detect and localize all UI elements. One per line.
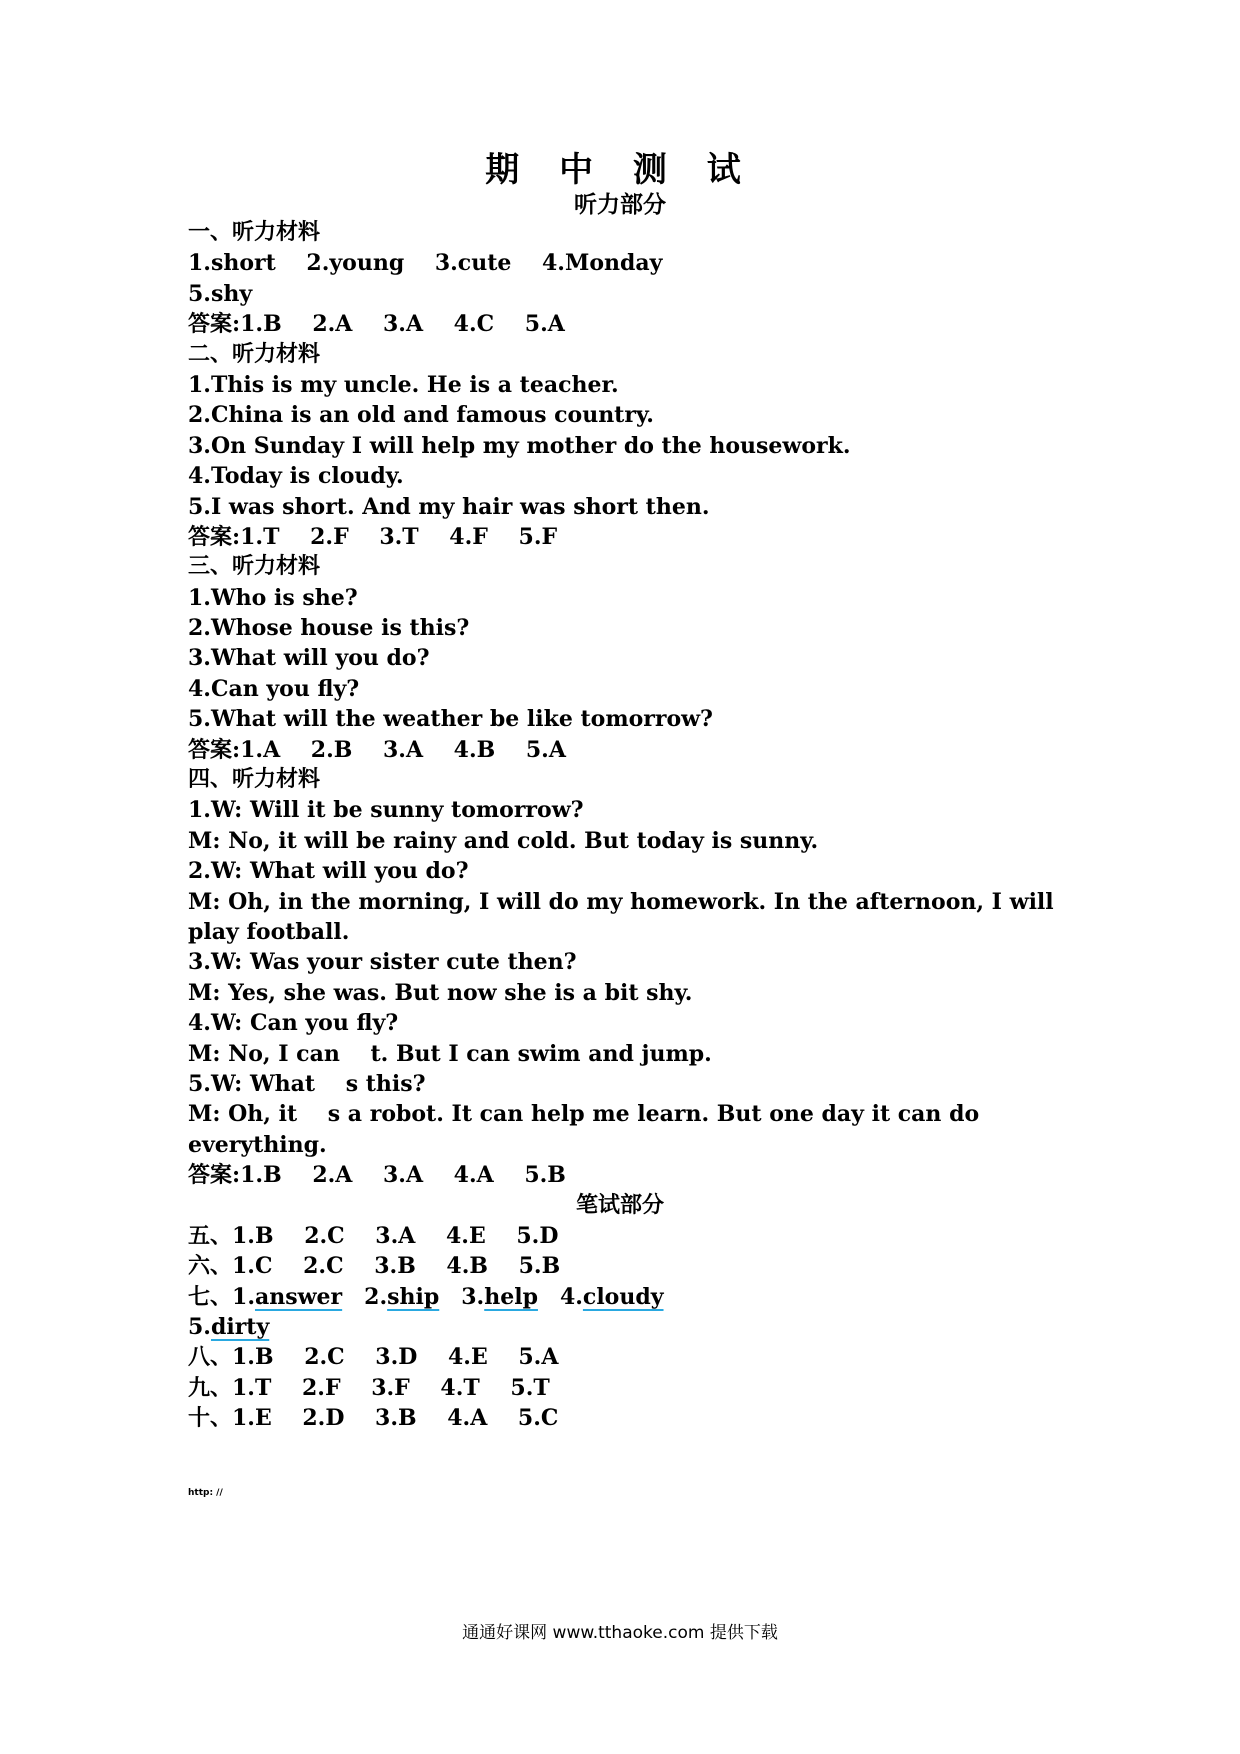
text-line: 4.W: Can you fly? bbox=[188, 1010, 399, 1037]
word-dirty: dirty bbox=[210, 1314, 270, 1341]
text-line: 3.On Sunday I will help my mother do the housework. bbox=[188, 432, 851, 459]
word-answer: answer bbox=[254, 1283, 343, 1310]
answer-nine: 九、1.T 2.F 3.F 4.T 5.T bbox=[188, 1374, 550, 1401]
section-heading: 二、听力材料 bbox=[188, 341, 321, 367]
answer-line: 答案:1.T 2.F 3.T 4.F 5.F bbox=[188, 523, 558, 550]
item-number: 5. bbox=[188, 1314, 211, 1341]
text-line: everything. bbox=[188, 1131, 327, 1158]
answer-content bbox=[188, 218, 1068, 1434]
word-help: help bbox=[484, 1283, 538, 1310]
section-heading: 四、听力材料 bbox=[188, 767, 321, 793]
item-number: 1. bbox=[232, 1283, 255, 1310]
text-line: M: Oh, it s a robot. It can help me learn. But one day it can do bbox=[188, 1101, 980, 1128]
word-cloudy: cloudy bbox=[582, 1283, 664, 1310]
answer-seven bbox=[188, 1282, 1068, 1312]
text-line: 3.W: Was your sister cute then? bbox=[188, 949, 577, 976]
written-heading: 笔试部分 bbox=[575, 1192, 664, 1218]
text-line: M: No, it will be rainy and cold. But today is sunny. bbox=[188, 827, 819, 854]
text-line: 4.Today is cloudy. bbox=[188, 463, 404, 490]
answer-line: 答案:1.B 2.A 3.A 4.C 5.A bbox=[188, 311, 565, 338]
answer-line: 答案:1.A 2.B 3.A 4.B 5.A bbox=[188, 736, 566, 763]
item-number: 2. bbox=[364, 1283, 388, 1310]
answer-line: 答案:1.B 2.A 3.A 4.A 5.B bbox=[188, 1162, 566, 1189]
text-line: 5.What will the weather be like tomorrow? bbox=[188, 706, 713, 733]
answer-eight: 八、1.B 2.C 3.D 4.E 5.A bbox=[188, 1344, 559, 1371]
section-heading: 一、听力材料 bbox=[188, 220, 321, 245]
text-line: 4.Can you fly? bbox=[188, 675, 360, 702]
text-line: M: Oh, in the morning, I will do my homework. In the afternoon, I will bbox=[188, 888, 1054, 915]
item-number: 4. bbox=[559, 1283, 583, 1310]
text-line: 3.What will you do? bbox=[188, 645, 430, 672]
text-line: 5.W: What s this? bbox=[188, 1070, 426, 1097]
page-title: 期 中 测 试 bbox=[485, 150, 755, 190]
text-line: play football. bbox=[188, 918, 350, 945]
seven-prefix: 七、 bbox=[188, 1283, 233, 1310]
text-line: 2.China is an old and famous country. bbox=[188, 402, 654, 429]
text-line: 2.Whose house is this? bbox=[188, 615, 470, 642]
item-number: 3. bbox=[461, 1283, 485, 1310]
word-ship: ship bbox=[387, 1283, 440, 1310]
text-line: 1.Who is she? bbox=[188, 584, 358, 611]
listening-heading: 听力部分 bbox=[574, 192, 666, 218]
text-line: M: Yes, she was. But now she is a bit shy. bbox=[188, 979, 693, 1006]
text-line: 1.short 2.young 3.cute 4.Monday bbox=[188, 250, 663, 277]
answer-ten: 十、1.E 2.D 3.B 4.A 5.C bbox=[188, 1405, 559, 1432]
footer-credit: 通通好课网 www.tthaoke.com 提供下载 bbox=[462, 1623, 778, 1643]
url-note: http: // bbox=[188, 1488, 223, 1498]
answer-five: 五、1.B 2.C 3.A 4.E 5.D bbox=[188, 1222, 559, 1249]
answer-six: 六、1.C 2.C 3.B 4.B 5.B bbox=[188, 1253, 561, 1280]
text-line: 2.W: What will you do? bbox=[188, 858, 469, 885]
text-line: 1.This is my uncle. He is a teacher. bbox=[188, 371, 619, 398]
text-line: M: No, I can t. But I can swim and jump. bbox=[188, 1040, 712, 1067]
text-line: 1.W: Will it be sunny tomorrow? bbox=[188, 797, 584, 824]
answer-seven-cont bbox=[188, 1312, 1068, 1342]
section-heading: 三、听力材料 bbox=[188, 554, 321, 580]
text-line: 5.shy bbox=[188, 280, 253, 307]
text-line: 5.I was short. And my hair was short then. bbox=[188, 493, 710, 520]
